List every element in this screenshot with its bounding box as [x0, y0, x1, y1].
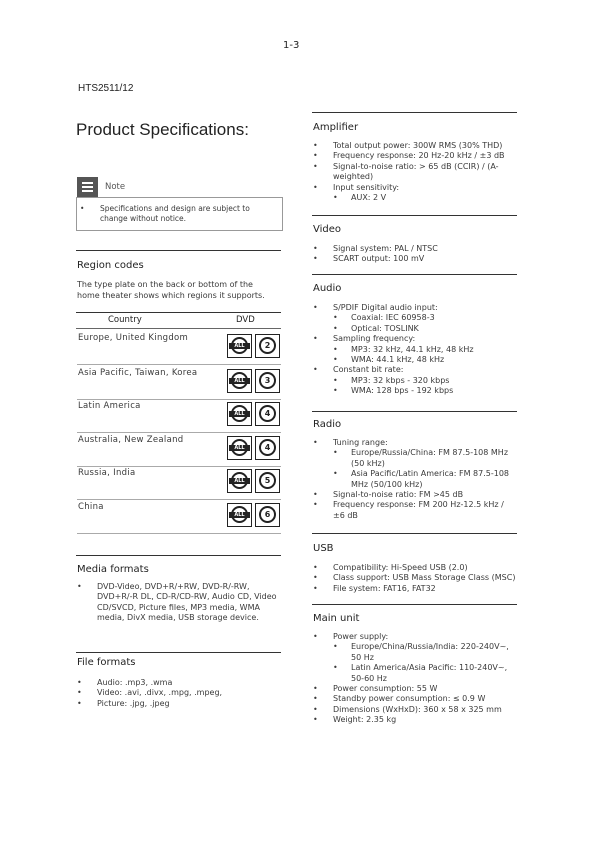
usb-heading: USB: [313, 543, 334, 554]
list-item: • Compatibility: Hi-Speed USB (2.0): [313, 563, 518, 573]
divider: [312, 215, 517, 216]
list-item: • Audio: .mp3, .wma: [77, 678, 277, 688]
list-item: • Power consumption: 55 W: [313, 684, 518, 694]
video-heading: Video: [313, 224, 342, 235]
list-item-label: Input sensitivity:: [333, 182, 400, 192]
list-item: • Signal-to-noise ratio: FM >45 dB: [313, 490, 518, 500]
sub-item: • Europe/Russia/China: FM 87.5-108 MHz (50 kHz): [333, 448, 518, 469]
media-formats-heading: Media formats: [77, 564, 149, 575]
audio-heading: Audio: [313, 283, 342, 294]
radio-list: [313, 438, 518, 521]
file-formats-list: [77, 678, 277, 709]
list-item: • Weight: 2.35 kg: [313, 715, 518, 725]
region-all-icon: [227, 503, 252, 527]
col-dvd: DVD: [236, 315, 255, 325]
region-icons: [227, 469, 280, 493]
region-all-icon: [227, 469, 252, 493]
region-number-icon: [255, 469, 280, 493]
list-item: • SCART output: 100 mV: [313, 254, 518, 264]
region-number-icon: [255, 402, 280, 426]
table-row: [77, 399, 281, 432]
region-icons: [227, 369, 280, 393]
table-row: [77, 433, 281, 466]
region-icons: [227, 402, 280, 426]
region-intro: The type plate on the back or bottom of the home theater shows which regions it supports.: [77, 280, 265, 300]
region-all-icon: [227, 402, 252, 426]
sub-item: • Optical: TOSLINK: [333, 324, 518, 334]
region-number: 2: [264, 341, 271, 350]
list-item-label: Constant bit rate:: [333, 365, 404, 375]
table-top-rule: [76, 312, 281, 313]
region-country: Russia, India: [78, 468, 136, 478]
region-all-icon: [227, 334, 252, 358]
region-country: Australia, New Zealand: [78, 435, 184, 445]
row-divider: [77, 533, 281, 534]
region-icons: [227, 334, 280, 358]
table-row: [77, 331, 281, 364]
region-all-label: ALL: [229, 445, 250, 451]
page-title: Product Specifications:: [76, 120, 249, 139]
region-number-icon: [255, 369, 280, 393]
list-item: • Dimensions (WxHxD): 360 x 58 x 325 mm: [313, 705, 518, 715]
list-item-label: Sampling frequency:: [333, 334, 416, 344]
region-icons: [227, 436, 280, 460]
model-number: HTS2511/12: [78, 83, 134, 94]
divider: [76, 652, 281, 653]
region-number: 4: [264, 409, 271, 418]
divider: [312, 112, 517, 113]
list-item: • Standby power consumption: ≤ 0.9 W: [313, 694, 518, 704]
audio-list: [313, 303, 518, 397]
divider: [76, 555, 281, 556]
sub-item: • MP3: 32 kHz, 44.1 kHz, 48 kHz: [333, 345, 518, 355]
list-item: • Picture: .jpg, .jpeg: [77, 699, 277, 709]
table-row: [77, 366, 281, 399]
region-country: Asia Pacific, Taiwan, Korea: [78, 368, 198, 378]
list-item: • Signal-to-noise ratio: > 65 dB (CCIR) / (A-weighted): [313, 162, 518, 183]
region-number: 3: [264, 376, 271, 385]
region-number-icon: [255, 334, 280, 358]
list-item: • Video: .avi, .divx, .mpg, .mpeg,: [77, 688, 277, 698]
region-country: China: [78, 502, 104, 512]
region-number-icon: [255, 503, 280, 527]
amplifier-list: [313, 141, 518, 203]
list-item: • Total output power: 300W RMS (30% THD): [313, 141, 518, 151]
divider: [312, 274, 517, 275]
file-formats-heading: File formats: [77, 657, 136, 668]
sub-item: • Latin America/Asia Pacific: 110-240V~, 50-60 Hz: [333, 663, 518, 684]
list-item: [313, 303, 518, 334]
list-item: • File system: FAT16, FAT32: [313, 584, 518, 594]
sub-item: • WMA: 44.1 kHz, 48 kHz: [333, 355, 518, 365]
table-header-rule: [76, 328, 281, 329]
region-country: Europe, United Kingdom: [78, 333, 189, 343]
note-icon: [77, 177, 98, 198]
list-item: [313, 334, 518, 365]
list-item-label: S/PDIF Digital audio input:: [333, 303, 438, 312]
sub-item: • AUX: 2 V: [333, 193, 518, 203]
list-item-label: Power supply:: [333, 632, 389, 641]
note-label: Note: [105, 182, 126, 192]
col-country: Country: [108, 315, 142, 325]
list-item: • DVD-Video, DVD+R/+RW, DVD-R/-RW, DVD+R/-R DL, CD-R/CD-RW, Audio CD, Video CD/SVCD, Picture files, MP3 media, WMA media, DivX media, USB storage device.: [77, 582, 277, 624]
note-item: • Specifications and design are subject to change without notice.: [80, 204, 275, 224]
region-all-label: ALL: [229, 411, 250, 417]
region-all-icon: [227, 436, 252, 460]
list-item: • Signal system: PAL / NTSC: [313, 244, 518, 254]
main-unit-heading: Main unit: [313, 613, 360, 624]
region-country: Latin America: [78, 401, 141, 411]
table-row: [77, 466, 281, 499]
usb-list: [313, 563, 518, 594]
table-row: [77, 500, 281, 533]
region-all-label: ALL: [229, 512, 250, 518]
sub-item: • Asia Pacific/Latin America: FM 87.5-108 MHz (50/100 kHz): [333, 469, 518, 490]
note-list: [80, 204, 275, 224]
list-item: [313, 632, 518, 684]
list-item: • Class support: USB Mass Storage Class (MSC): [313, 573, 518, 583]
radio-heading: Radio: [313, 419, 342, 430]
main-unit-list: [313, 632, 518, 726]
list-item: • Frequency response: 20 Hz-20 kHz / ±3 dB: [313, 151, 518, 161]
media-formats-list: [77, 582, 277, 624]
list-item: [313, 438, 518, 490]
region-icons: [227, 503, 280, 527]
sub-item: • MP3: 32 kbps - 320 kbps: [333, 376, 518, 386]
region-all-label: ALL: [229, 343, 250, 349]
sub-item: • Europe/China/Russia/India: 220-240V~, 50 Hz: [333, 642, 518, 663]
region-all-label: ALL: [229, 378, 250, 384]
divider: [76, 250, 281, 251]
divider: [312, 411, 517, 412]
sub-item: • Coaxial: IEC 60958-3: [333, 313, 518, 323]
region-number: 4: [264, 443, 271, 452]
region-all-icon: [227, 369, 252, 393]
region-number-icon: [255, 436, 280, 460]
list-item: [313, 365, 518, 396]
divider: [312, 533, 517, 534]
list-item: • Frequency response: FM 200 Hz-12.5 kHz / ±6 dB: [313, 500, 518, 521]
list-item-label: Tuning range:: [333, 438, 388, 447]
divider: [312, 604, 517, 605]
page-number: 1-3: [283, 40, 300, 51]
region-number: 6: [264, 510, 271, 519]
region-codes-heading: Region codes: [77, 260, 144, 271]
region-number: 5: [264, 476, 271, 485]
amplifier-heading: Amplifier: [313, 122, 359, 133]
row-divider: [77, 364, 281, 365]
region-all-label: ALL: [229, 478, 250, 484]
list-item: [313, 183, 518, 204]
video-list: [313, 244, 518, 265]
sub-item: • WMA: 128 bps - 192 kbps: [333, 386, 518, 396]
